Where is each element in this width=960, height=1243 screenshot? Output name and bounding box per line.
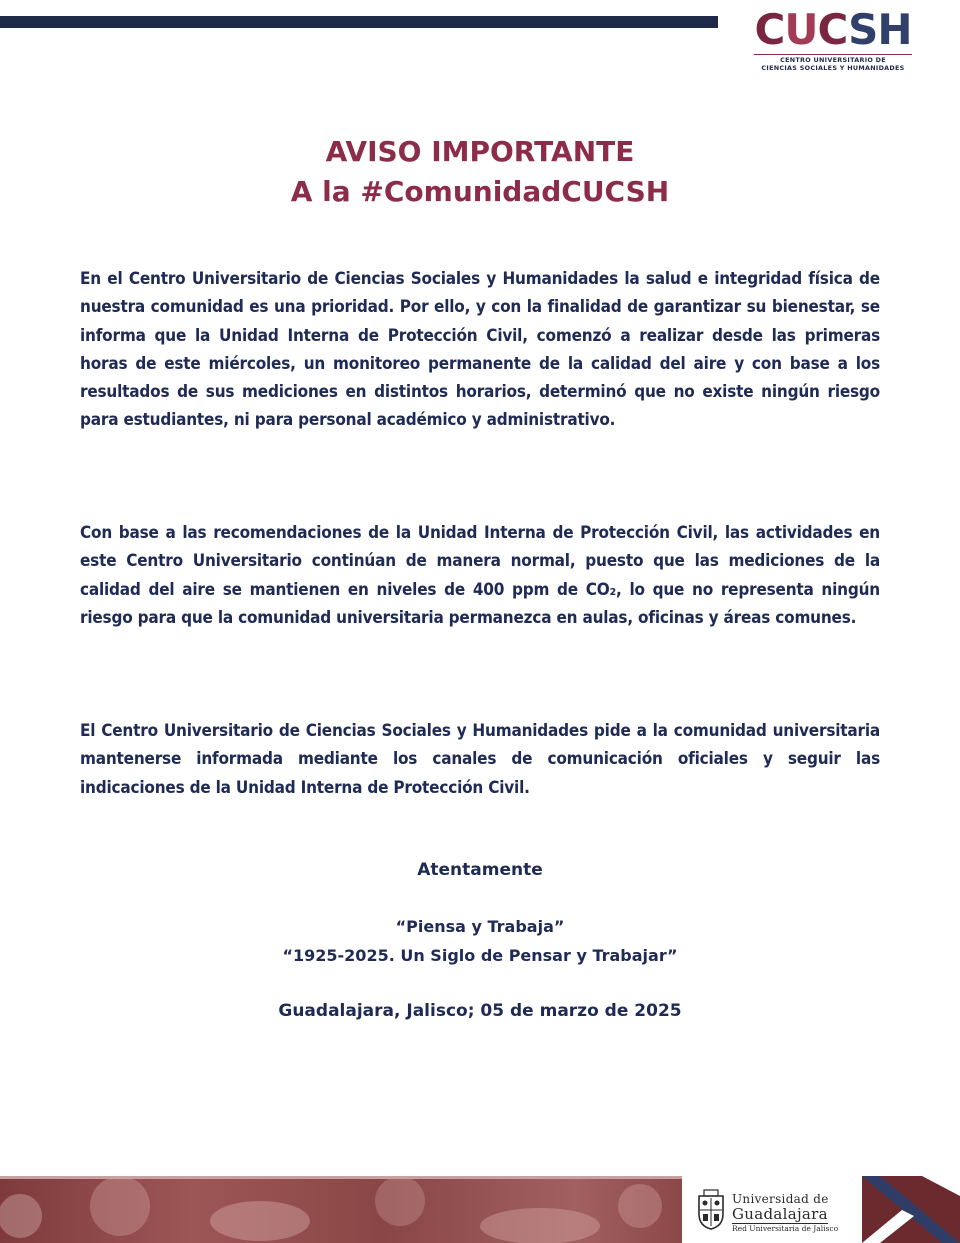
header-bar — [0, 16, 718, 28]
body-paragraph-2: Con base a las recomendaciones de la Unidad Interna de Protección Civil, las actividades en este Centro Universitario continúan de manera normal, puesto que las mediciones de la calidad del aire se mantienen en niveles de 400 ppm de CO₂, lo que no representa ningún riesgo para que la comunidad universitaria permanezca en aulas, oficinas y áreas comunes. — [80, 523, 880, 628]
footer-banner — [0, 1176, 960, 1243]
mural-artwork — [0, 1176, 680, 1243]
logo-subtitle-line-1: CENTRO UNIVERSITARIO DE — [780, 56, 886, 64]
udg-logo — [696, 1186, 866, 1236]
closing-salutation: Atentamente — [417, 860, 543, 880]
body-paragraph-1: En el Centro Universitario de Ciencias Sociales y Humanidades la salud e integridad física de nuestra comunidad es una prioridad. Por ello, y con la finalidad de garantizar su bienestar, se informa que la Unidad Interna de Protección Civil, comenzó a realizar desde las primeras horas de este miércoles, un monitoreo permanente de la calidad del aire y con base a los resultados de sus mediciones en distintos horarios, determinó que no existe ningún riesgo para estudiantes, ni para personal académico y administrativo. — [80, 269, 880, 431]
motto-line-1: “Piensa y Trabaja” — [395, 917, 565, 936]
motto-line-2: “1925-2025. Un Siglo de Pensar y Trabajar” — [282, 946, 678, 965]
place-date: Guadalajara, Jalisco; 05 de marzo de 2025 — [278, 1001, 682, 1021]
logo-subtitle-line-2: CIENCIAS SOCIALES Y HUMANIDADES — [761, 64, 905, 72]
udg-crest-icon — [696, 1188, 726, 1230]
udg-name-line-2: Guadalajara — [732, 1205, 828, 1223]
udg-network: Red Universitaria de Jalisco — [732, 1224, 839, 1233]
udg-name-line-1: Universidad de — [732, 1192, 829, 1206]
notice-title — [0, 132, 960, 212]
body-paragraph-3: El Centro Universitario de Ciencias Sociales y Humanidades pide a la comunidad universitaria mantenerse informada mediante los canales de comunicación oficiales y seguir las indicaciones de la Unidad Interna de Protección Civil. — [80, 721, 880, 798]
footer-x-mark — [862, 1176, 960, 1243]
logo-wordmark: CUCSH — [754, 5, 912, 54]
cucsh-logo — [748, 5, 918, 72]
logo-subtitle — [754, 54, 912, 72]
title-line-2: A la #ComunidadCUCSH — [290, 175, 670, 208]
title-line-1: AVISO IMPORTANTE — [325, 135, 635, 168]
